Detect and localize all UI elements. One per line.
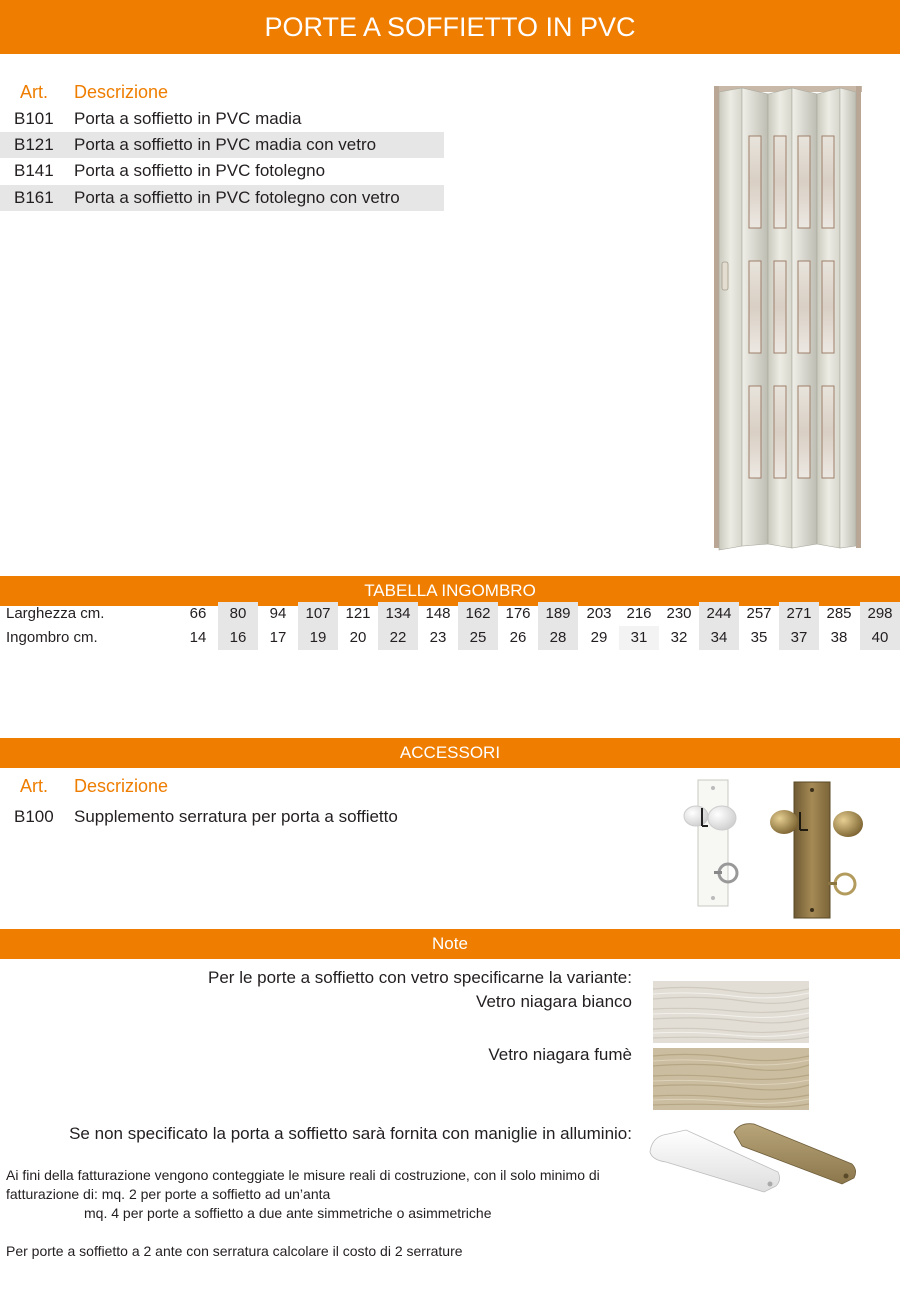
product-code: B161 (14, 188, 54, 207)
size-cell: 26 (509, 629, 527, 646)
width-cell: 121 (345, 605, 371, 622)
note-title: Note (432, 934, 468, 953)
width-cell: 176 (505, 605, 531, 622)
size-cell: 25 (458, 626, 498, 650)
table-row (0, 106, 444, 132)
size-cell: 40 (860, 626, 900, 650)
billing-line-1: Ai fini della fatturazione vengono conteggiate le misure reali di costruzione, con il solo minimo di (6, 1167, 600, 1183)
ingombro-width-row (0, 602, 900, 626)
ingombro-title: TABELLA INGOMBRO (364, 581, 536, 600)
size-cell: 37 (779, 626, 819, 650)
width-cell: 80 (218, 602, 258, 626)
glass-intro-text: Per le porte a soffietto con vetro specificarne la variante: (208, 968, 632, 987)
size-cell: 16 (218, 626, 258, 650)
product-code: B141 (14, 161, 54, 180)
size-cell: 19 (298, 626, 338, 650)
width-cell: 189 (538, 602, 578, 626)
product-desc: Porta a soffietto in PVC madia (74, 109, 302, 128)
product-code: B101 (14, 109, 54, 128)
accessori-title: ACCESSORI (399, 743, 501, 762)
size-cell: 14 (189, 629, 207, 646)
table-row (0, 804, 600, 830)
width-cell: 148 (425, 605, 451, 622)
accessori-col-art: Art. (20, 776, 49, 796)
size-cell: 31 (619, 626, 659, 650)
size-cell: 29 (590, 629, 608, 646)
width-cell: 285 (826, 605, 852, 622)
width-cell: 134 (378, 602, 418, 626)
width-cell: 257 (746, 605, 772, 622)
width-cell: 94 (269, 605, 287, 622)
product-desc: Porta a soffietto in PVC fotolegno (74, 161, 326, 180)
size-cell: 38 (830, 629, 848, 646)
size-cell: 22 (378, 626, 418, 650)
product-code: B121 (14, 135, 54, 154)
width-cell: 216 (626, 605, 652, 622)
table-row (0, 132, 444, 158)
product-desc: Porta a soffietto in PVC fotolegno con vetro (74, 188, 400, 207)
size-cell: 23 (429, 629, 447, 646)
product-desc: Porta a soffietto in PVC madia con vetro (74, 135, 377, 154)
glass-white-swatch (653, 981, 809, 1043)
size-cell: 35 (750, 629, 768, 646)
glass-white-label: Vetro niagara bianco (476, 992, 632, 1011)
width-cell: 244 (699, 602, 739, 626)
handles-text: Se non specificato la porta a soffietto sarà fornita con maniglie in alluminio: (69, 1124, 632, 1143)
width-cell: 230 (666, 605, 692, 622)
width-cell: 203 (586, 605, 612, 622)
table-row (0, 185, 444, 211)
size-cell: 34 (699, 626, 739, 650)
note-banner (0, 929, 900, 959)
size-label: Ingombro cm. (6, 629, 98, 646)
aluminium-handles-image (646, 1118, 860, 1200)
size-cell: 32 (670, 629, 688, 646)
billing-line-2: fatturazione di: mq. 2 per porte a soffietto ad un’anta (6, 1186, 331, 1202)
width-cell: 107 (298, 602, 338, 626)
billing-line-3: mq. 4 per porte a soffietto a due ante simmetriche o asimmetriche (84, 1205, 492, 1221)
size-cell: 17 (269, 629, 287, 646)
page-title-banner (0, 0, 900, 54)
width-cell: 66 (189, 605, 207, 622)
products-col-desc: Descrizione (74, 82, 169, 102)
table-row (0, 158, 444, 184)
billing-line-4: Per porte a soffietto a 2 ante con serratura calcolare il costo di 2 serrature (6, 1243, 463, 1259)
width-cell: 298 (860, 602, 900, 626)
accessory-code: B100 (14, 807, 54, 826)
lock-plates-image (672, 776, 868, 922)
width-label: Larghezza cm. (6, 605, 105, 622)
accessory-desc: Supplemento serratura per porta a soffietto (74, 807, 398, 826)
size-cell: 28 (538, 626, 578, 650)
products-col-art: Art. (20, 82, 49, 102)
folding-door-image (712, 86, 864, 552)
accessori-banner (0, 738, 900, 768)
width-cell: 162 (458, 602, 498, 626)
ingombro-size-row (0, 626, 900, 650)
glass-smoke-label: Vetro niagara fumè (488, 1045, 632, 1064)
page-title: PORTE A SOFFIETTO IN PVC (264, 12, 636, 42)
accessori-col-desc: Descrizione (74, 776, 169, 796)
glass-smoke-swatch (653, 1048, 809, 1110)
size-cell: 20 (349, 629, 367, 646)
width-cell: 271 (779, 602, 819, 626)
